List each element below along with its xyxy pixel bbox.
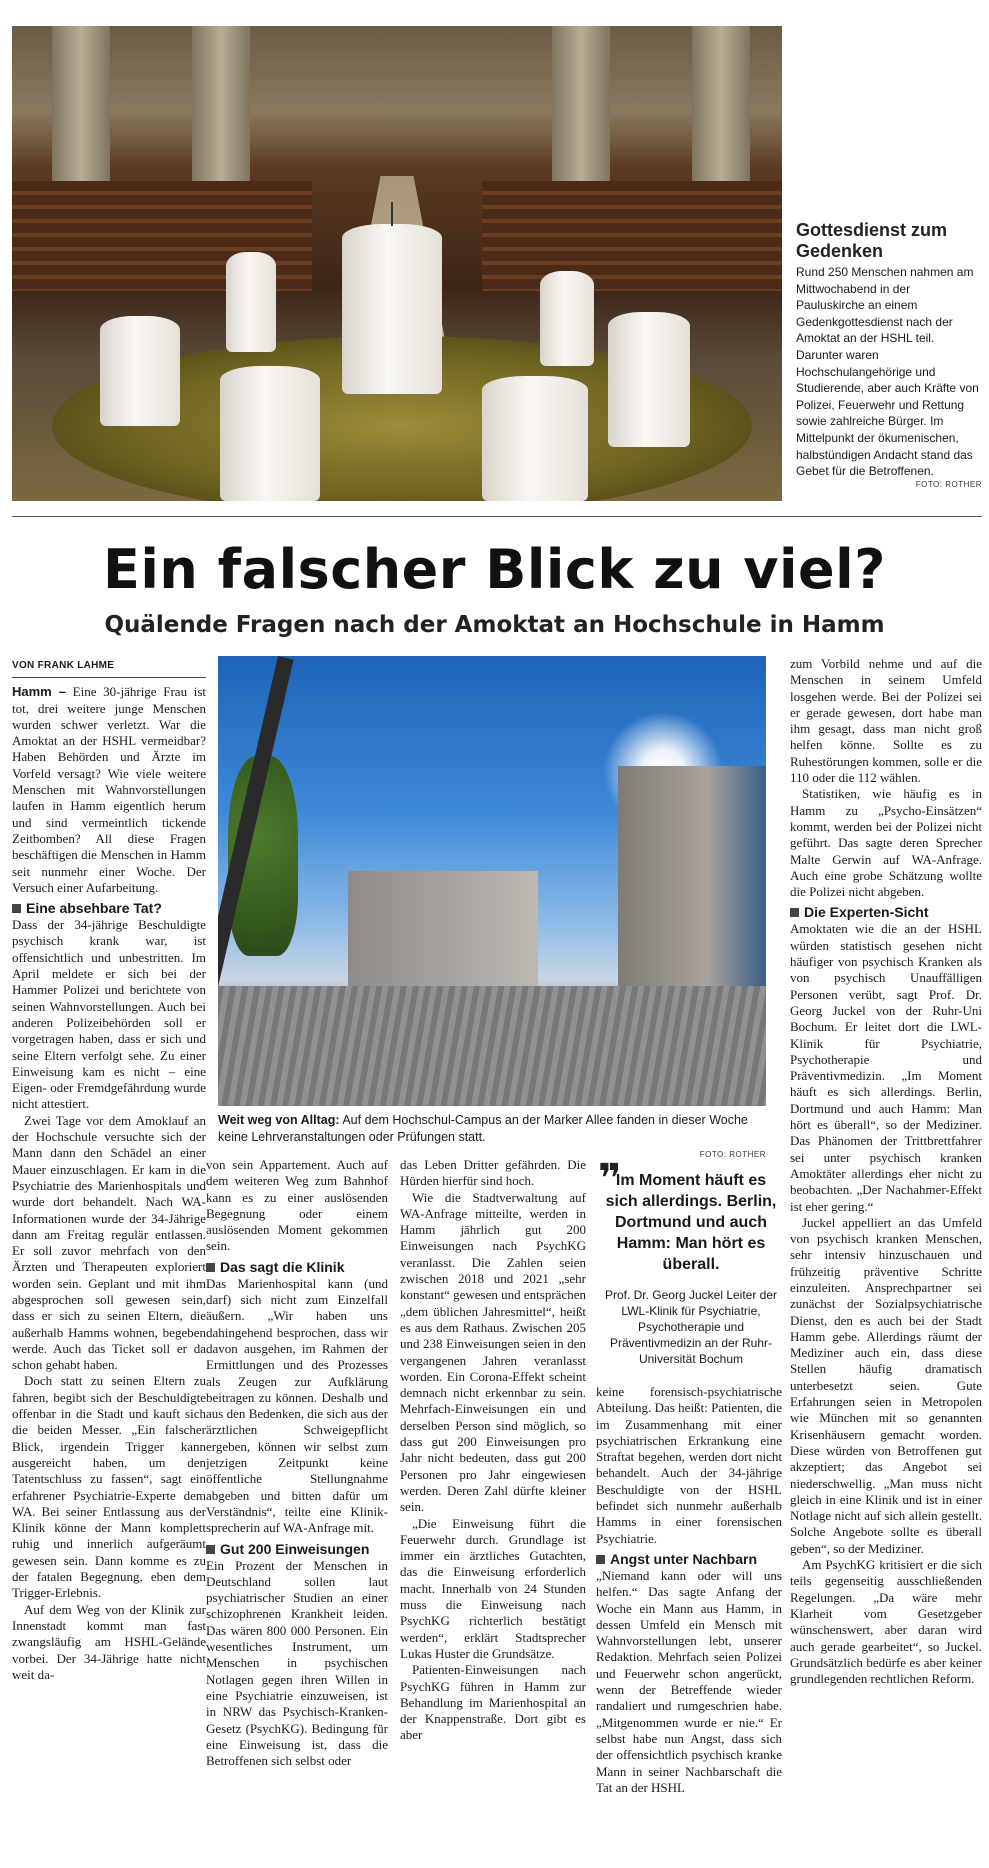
pull-quote bbox=[598, 1156, 780, 1367]
church-column bbox=[692, 26, 750, 206]
section-heading bbox=[206, 1540, 388, 1558]
caption-text: Auf dem Hochschul-Campus an der Marker Allee fanden in dieser Woche keine Lehrveranstaltungen oder Prüfungen statt. bbox=[218, 1113, 748, 1144]
paragraph: Auf dem Weg von der Klinik zur Innenstadt kommt man fast zwangsläufig am HSHL-Gelände vorbei. Der 34-Jährige hatte nicht weit da- bbox=[12, 1601, 206, 1682]
paragraph: Wie die Stadtverwaltung auf WA-Anfrage mitteilte, werden in Hamm jährlich gut 200 Einweisungen nach PsychKG veranlasst. Die Zahlen seien zwischen 2018 und 2021 „sehr konstant“ gewesen und entsprächen „dem üblichen Jahresmittel“, heißt es aus dem Rathaus. Zwischen 205 und 238 Einweisungen seien in den vergangenen Jahren veranlasst worden. Ein Corona-Effekt scheint demnach nicht erkennbar zu sein. Mehrfach-Einweisungen ein und derselben Person sind möglich, so dass gut 200 Einweisungen pro Jahr nicht bedeuten, dass gut 200 Personen pro Jahr eingewiesen werden. Deren Zahl dürfte kleiner sein. bbox=[400, 1189, 586, 1515]
square-bullet-icon bbox=[790, 908, 799, 917]
section-heading bbox=[596, 1550, 782, 1568]
square-bullet-icon bbox=[596, 1555, 605, 1564]
divider bbox=[12, 516, 982, 517]
paragraph: Das Marienhospital kann (und darf) sich nicht zum Einzelfall äußern. „Wir haben uns dahingehend besprochen, dass wir davon ausgehen, im Rahmen der Ermittlungen und des Prozesses als Zeugen zur Aufklärung beitragen zu können. Deshalb und aus den Bedenken, die sich aus der ärztlichen Schweigepflicht ergeben, können wir selbst zum jetzigen Zeitpunkt keine öffentliche Stellungnahme abgeben und bitten dafür um Verständnis“, teilte eine Klinik-sprecherin auf WA-Anfrage mit. bbox=[206, 1275, 388, 1536]
campus-photo-caption bbox=[218, 1112, 766, 1163]
quote-mark-icon: ❞ bbox=[598, 1156, 622, 1202]
paragraph: Juckel appelliert an das Umfeld von psychisch kranken Menschen, sehr intensiv hinzuschauen und frühzeitig präventive Schritte einzuleiten. Ansprechpartner sei zunächst der Sozialpsychiatrische Dienst, den es auch bei der Stadt Hamm gebe. Allerdings räumt der Mediziner auch ein, dass diese Stellen häufig dramatisch unterbesetzt seien. Gute Erfahrungen seien in Metropolen wie München mit so genannten Krisenhäusern gemacht worden. Diese würden von Betroffenen gut akzeptiert; das Angebot sei niederschwellig. „Man muss nicht gleich in eine Klinik und ist in einer Notlage nicht auf sich allein gestellt. Solche Angebote sollte es überall geben“, so der Mediziner. bbox=[790, 1214, 982, 1556]
paragraph: Am PsychKG kritisiert er die sich teils gegenseitig ausschließenden Regelungen. „Da wäre mehr Klarheit vom Gesetzgeber wünschenswert, aber daran wird auch gerade gearbeitet“, so Juckel. Grundsätzlich bedürfe es aber keiner grundlegenden rechtlichen Reform. bbox=[790, 1557, 982, 1687]
paragraph: keine forensisch-psychiatrische Abteilung. Das heißt: Patienten, die im Zusammenhang mit einer psychiatrischen Erkrankung eine Straftat begehen, werden dort nicht behandelt. Auch der 34-jährige Beschuldigte von der HSHL befindet sich nunmehr außerhalb Hamms in einer forensischen Psychiatrie. bbox=[596, 1384, 782, 1546]
section-heading bbox=[12, 899, 206, 917]
lead-text: Eine 30-jährige Frau ist tot, drei weitere junge Menschen wurden schwer verletzt. War die Amoktat an der HSHL vermeidbar? Haben Behörden und Ärzte im Vorfeld versagt? Wie viele weitere Menschen mit Wahnvorstellungen laufen in Hamm eigentlich herum und sind vermeintlich tickende Zeitbomben? All diese Fragen beschäftigen die Menschen in Hamm seit nunmehr einer Woche. Der Versuch einer Aufarbeitung. bbox=[12, 684, 207, 895]
lead-paragraph bbox=[12, 684, 206, 896]
memorial-caption-title: Gottesdienst zum Gedenken bbox=[796, 220, 948, 261]
section-heading-text: Angst unter Nachbarn bbox=[610, 1550, 758, 1567]
section-heading-text: Gut 200 Einweisungen bbox=[220, 1540, 370, 1557]
section-heading-text: Eine absehbare Tat? bbox=[26, 900, 162, 917]
article-column-1 bbox=[12, 658, 206, 1683]
article-column-4 bbox=[596, 1384, 782, 1796]
campus-building bbox=[348, 871, 538, 986]
church-column bbox=[52, 26, 110, 206]
paragraph: das Leben Dritter gefährden. Die Hürden hierfür sind hoch. bbox=[400, 1157, 586, 1189]
paragraph: von sein Appartement. Auch auf dem weiteren Weg zum Bahnhof kann es zu einer auslösenden Begegnung oder einem auslösenden Moment gekommen sein. bbox=[206, 1157, 388, 1254]
article-column-3 bbox=[400, 1157, 586, 1744]
dateline: Hamm – bbox=[12, 684, 66, 700]
campus-photo bbox=[218, 656, 766, 1106]
candle bbox=[226, 252, 276, 352]
memorial-service-photo bbox=[12, 26, 782, 501]
subheadline: Quälende Fragen nach der Amoktat an Hochschule in Hamm bbox=[104, 612, 885, 638]
campus-building-glass bbox=[618, 766, 766, 996]
candle-wick bbox=[391, 202, 393, 226]
candle bbox=[220, 366, 320, 501]
section-heading bbox=[206, 1258, 388, 1276]
square-bullet-icon bbox=[12, 904, 21, 913]
memorial-caption-text: Rund 250 Menschen nahmen am Mittwochabend in der Pauluskirche an einem Gedenkgottesdienst nach der Amoktat an der HSHL teil. Darunter waren Hochschulangehörige und Studierende, aber auch Kräfte von Polizei, Feuerwehr und Rettung sowie zahlreiche Bürger. Im Mittelpunkt der ökumenischen, halbstündigen Andacht stand das Gebet für die Betroffenen. bbox=[796, 265, 979, 479]
paragraph: Dass der 34-jährige Beschuldigte psychisch krank war, ist offensichtlich und unbestritten. Im April meldete er sich bei der Hammer Polizei und berichtete von seinen Wahnvorstellungen. Auch bei anderen Polizeibehörden soll er vorgetragen haben, dass er sich und seine Eltern verfolgt sehe. Zu einer Einweisung kam es nicht – eine Eigen- oder Fremdgefährdung wurde nicht attestiert. bbox=[12, 917, 206, 1112]
church-column bbox=[192, 26, 250, 206]
photo-credit: FOTO: ROTHER bbox=[699, 1150, 766, 1159]
quote-text: Im Moment häuft es sich allerdings. Berlin, Dortmund und auch Hamm: Man hört es überall. bbox=[605, 1172, 777, 1273]
photo-credit: FOTO: ROTHER bbox=[915, 479, 982, 489]
memorial-caption bbox=[796, 220, 982, 489]
paragraph: „Die Einweisung führt die Feuerwehr durch. Grundlage ist immer ein ärztliches Gutachten, das die Einweisung erforderlich macht. Innerhalb von 24 Stunden muss die Einweisung nach PsychKG richterlich bestätigt werden“, erklärt Stadtsprecher Lukas Huster die Grundsätze. bbox=[400, 1515, 586, 1661]
headline: Ein falscher Blick zu viel? bbox=[103, 538, 886, 601]
paragraph: „Niemand kann oder will uns helfen.“ Das sagte Anfang der Woche ein Mann aus Hamm, in dessen Umfeld ein Mensch mit Wahnvorstellungen lebt, unserer Redaktion. Mehrfach seien Polizei und Feuerwehr schon angerückt, wenn der Betreffende wieder randaliert und rumgeschrien habe. „Mitgenommen wurde er nie.“ Er selbst habe nun Angst, dass sich der offensichtlich psychisch kranke Mann in seiner Nachbarschaft die Tat an der HSHL bbox=[596, 1567, 782, 1795]
candle bbox=[608, 312, 690, 447]
paved-plaza bbox=[218, 986, 766, 1106]
section-heading-text: Die Experten-Sicht bbox=[804, 904, 929, 921]
candle bbox=[482, 376, 588, 501]
author-byline: VON FRANK LAHME bbox=[12, 658, 206, 678]
candle bbox=[342, 224, 442, 394]
paragraph: Amoktaten wie die an der HSHL würden statistisch gesehen nicht häufiger von psychisch Kranken als von psychisch Unauffälligen Personen verübt, sagt Prof. Dr. Georg Juckel von der Ruhr-Uni Bochum. Er leitet dort die LWL-Klinik für Psychiatrie, Psychotherapie und Präventivmedizin. „Im Moment häuft es sich allerdings. Berlin, Dortmund und auch Hamm: Man hört es überall“, so der Mediziner. Das Phänomen der Trittbrettfahrer sei unter psychisch kranken Amoktäter allerdings eher nicht zu beobachten. „Der Nachahmer-Effekt ist eher gering.“ bbox=[790, 921, 982, 1214]
paragraph: Statistiken, wie häufig es in Hamm zu „Psycho-Einsätzen“ kommt, werden bei der Polizei nicht geführt. Das sagte deren Sprecher Malte Gerwin auf WA-Anfrage. Auch eine grobe Schätzung wollte die Polizei nicht abgeben. bbox=[790, 786, 982, 900]
section-heading-text: Das sagt die Klinik bbox=[220, 1258, 345, 1275]
candle bbox=[100, 316, 180, 426]
section-heading bbox=[790, 903, 982, 921]
church-column bbox=[552, 26, 610, 206]
square-bullet-icon bbox=[206, 1545, 215, 1554]
article-column-5 bbox=[790, 656, 982, 1687]
paragraph: Doch statt zu seinen Eltern zu fahren, begibt sich der Beschuldigte offenbar in die Stadt und kauft sich die beiden Messer. „Ein falscher Blick, irgendein Trigger kann ausgereicht haben, um den Tatentschluss zu fassen“, sagt ein erfahrener Psychiatrie-Experte dem WA. Bei seiner Entlassung aus der Klinik könne der Mann komplett ruhig und innerlich aufgeräumt gewesen sein. Dann komme es zu der fatalen Begegnung, eben dem Trigger-Erlebnis. bbox=[12, 1373, 206, 1601]
paragraph: Patienten-Einweisungen nach PsychKG führen in Hamm zur Behandlung im Marienhospital an der Knappenstraße. Dort gibt es aber bbox=[400, 1662, 586, 1743]
quote-attribution: Prof. Dr. Georg Juckel Leiter der LWL-Klinik für Psychiatrie, Psychotherapie und Präventivmedizin an der Ruhr-Universität Bochum bbox=[604, 1288, 778, 1366]
paragraph: Ein Prozent der Menschen in Deutschland sollen laut psychiatrischer Studien an einer schizophrenen Krankheit leiden. Das wären 800 000 Personen. Ein wesentliches Instrument, um Menschen in psychischen Notlagen gegen ihren Willen in eine Psychiatrie einzuweisen, ist in NRW das Psychisch-Kranken-Gesetz (PsychKG). Bedingung für eine Einweisung ist, dass die Betroffenen sich selbst oder bbox=[206, 1557, 388, 1769]
caption-label: Weit weg von Alltag: bbox=[218, 1113, 340, 1127]
paragraph: zum Vorbild nehme und auf die Menschen in seinem Umfeld losgehen werde. Bei der Polizei sei er gerade gewesen, dort habe man ihm gesagt, dass man nicht groß helfen könne. Sollte es zu Ruhestörungen kommen, solle er die 110 oder die 112 wählen. bbox=[790, 656, 982, 786]
article-column-2 bbox=[206, 1157, 388, 1769]
paragraph: Zwei Tage vor dem Amoklauf an der Hochschule versuchte sich der Mann dann den Schädel an einer Mauer einzuschlagen. Er kam in die Psychiatrie des Marienhospitals und wurde dort behandelt. Nach WA-Informationen wurde der 34-Jährige dann am Freitag regulär entlassen. Er soll zuvor mehrfach von den Ärzten und Therapeuten exploriert worden sein. Geplant und mit ihm abgesprochen soll gewesen sein, dass er sich zu seinen Eltern, die außerhalb Hamms wohnen, begeben werde. Auch das Ticket soll er da schon gehabt haben. bbox=[12, 1112, 206, 1373]
candle bbox=[540, 271, 594, 366]
square-bullet-icon bbox=[206, 1263, 215, 1272]
church-pews bbox=[482, 181, 782, 291]
